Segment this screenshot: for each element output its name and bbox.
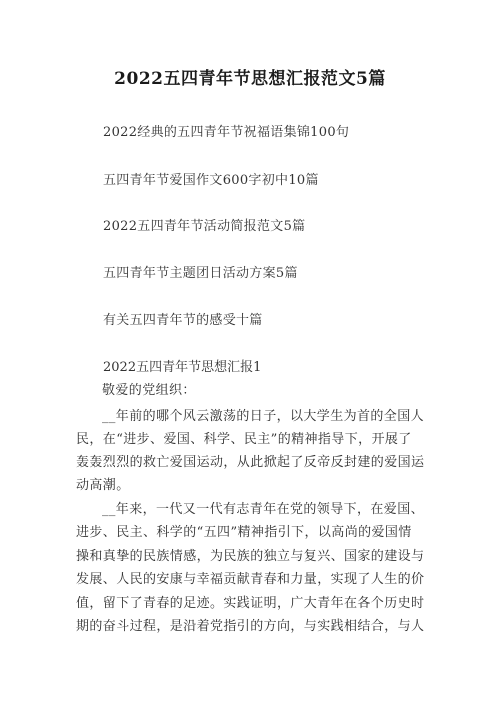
body-line: 发展、人民的安康与幸福贡献青春和力量，实现了人生的价 — [76, 572, 425, 587]
body-line: 动高潮。 — [76, 478, 130, 493]
body-line: 进步、民主、科学的“五四”精神指引下，以高尚的爱国情 — [76, 525, 412, 540]
related-article-link-1[interactable]: 2022经典的五四青年节祝福语集锦100句 — [103, 125, 350, 140]
body-line: 操和真挚的民族情感，为民族的独立与复兴、国家的建设与 — [76, 549, 425, 564]
section-heading: 2022五四青年节思想汇报1 — [103, 360, 262, 375]
body-line: 期的奋斗过程，是沿着党指引的方向，与实践相结合，与人 — [76, 619, 425, 634]
document-title: 2022五四青年节思想汇报范文5篇 — [114, 69, 386, 89]
related-article-link-3[interactable]: 2022五四青年节活动简报范文5篇 — [103, 219, 306, 234]
related-article-link-4[interactable]: 五四青年节主题团日活动方案5篇 — [103, 266, 298, 281]
body-line: __年前的哪个风云激荡的日子，以大学生为首的全国人 — [102, 409, 425, 424]
salutation: 敬爱的党组织： — [102, 383, 196, 398]
body-line: 民，在“进步、爱国、科学、民主”的精神指导下，开展了 — [76, 432, 412, 447]
body-line: 值，留下了青春的足迹。实践证明，广大青年在各个历史时 — [76, 596, 425, 611]
body-line: __年来，一代又一代有志青年在党的领导下，在爱国、 — [102, 502, 425, 517]
related-article-link-2[interactable]: 五四青年节爱国作文600字初中10篇 — [103, 173, 319, 188]
body-line: 轰轰烈烈的救亡爱国运动，从此掀起了反帝反封建的爱国运 — [76, 455, 425, 470]
related-article-link-5[interactable]: 有关五四青年节的感受十篇 — [103, 313, 263, 328]
